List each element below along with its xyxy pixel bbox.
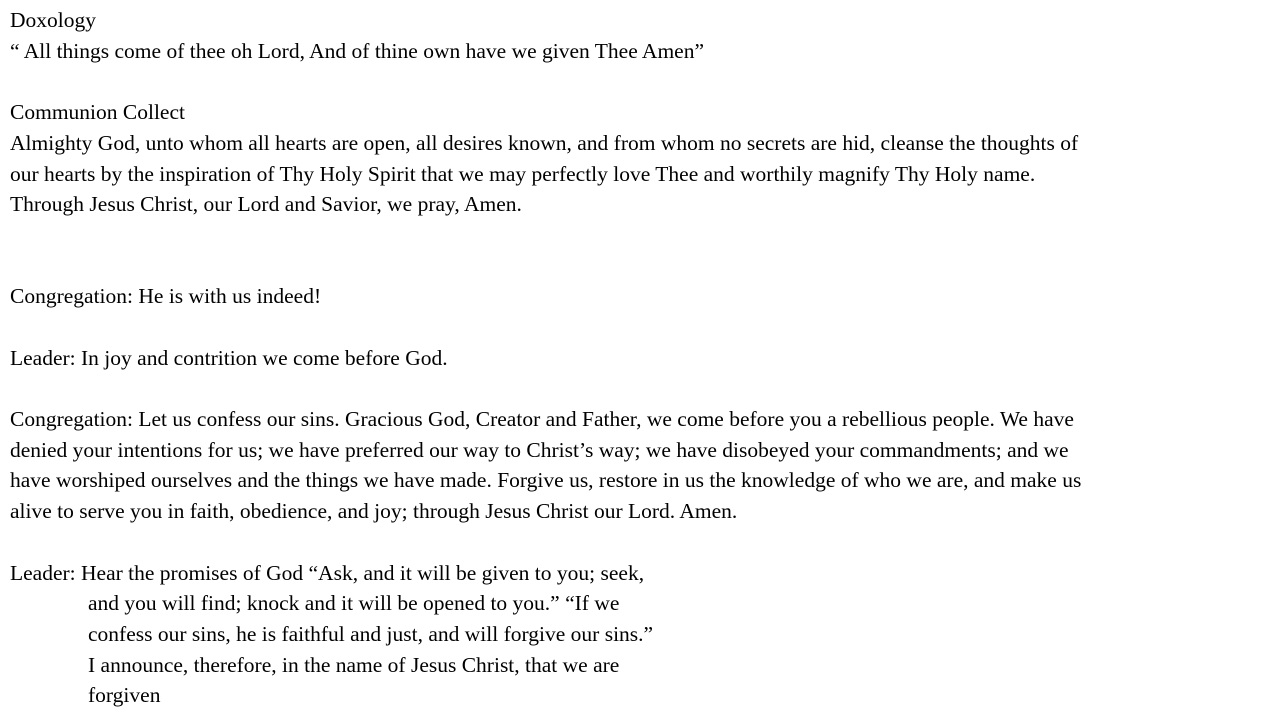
confession-line: alive to serve you in faith, obedience, and joy; through Jesus Christ our Lord. Amen. [10,499,738,524]
communion-collect-line: Almighty God, unto whom all hearts are open, all desires known, and from whom no secrets are hid, cleanse the thoughts of [10,130,1079,155]
spacer [10,373,1272,404]
document-page [10,5,1272,711]
doxology-text: “ All things come of thee oh Lord, And of thine own have we given Thee Amen” [10,38,705,63]
assurance-line: forgiven [88,683,161,708]
assurance-first-line: Leader: Hear the promises of God “Ask, and it will be given to you; seek, [10,560,645,585]
communion-collect-line: Through Jesus Christ, our Lord and Savior, we pray, Amen. [10,192,522,217]
leader-call: Leader: In joy and contrition we come before God. [10,345,448,370]
congregation-response: Congregation: He is with us indeed! [10,284,322,309]
confession-line: Congregation: Let us confess our sins. Gracious God, Creator and Father, we come before you a rebellious people. We have [10,407,1074,432]
spacer [10,220,1272,251]
assurance-line: and you will find; knock and it will be opened to you.” “If we [88,591,620,616]
confession-line: have worshiped ourselves and the things we have made. Forgive us, restore in us the knowledge of who we are, and make us [10,468,1082,493]
confession-line: denied your intentions for us; we have preferred our way to Christ’s way; we have disobeyed your commandments; and we [10,437,1069,462]
communion-collect-heading: Communion Collect [10,100,185,125]
assurance-line: confess our sins, he is faithful and just, and will forgive our sins.” [88,621,654,646]
spacer [10,312,1272,343]
communion-collect-line: our hearts by the inspiration of Thy Holy Spirit that we may perfectly love Thee and worthily magnify Thy Holy name. [10,161,1036,186]
spacer [10,66,1272,97]
spacer [10,527,1272,558]
doxology-heading: Doxology [10,8,96,32]
spacer [10,251,1272,282]
assurance-line: I announce, therefore, in the name of Jesus Christ, that we are [88,652,620,677]
